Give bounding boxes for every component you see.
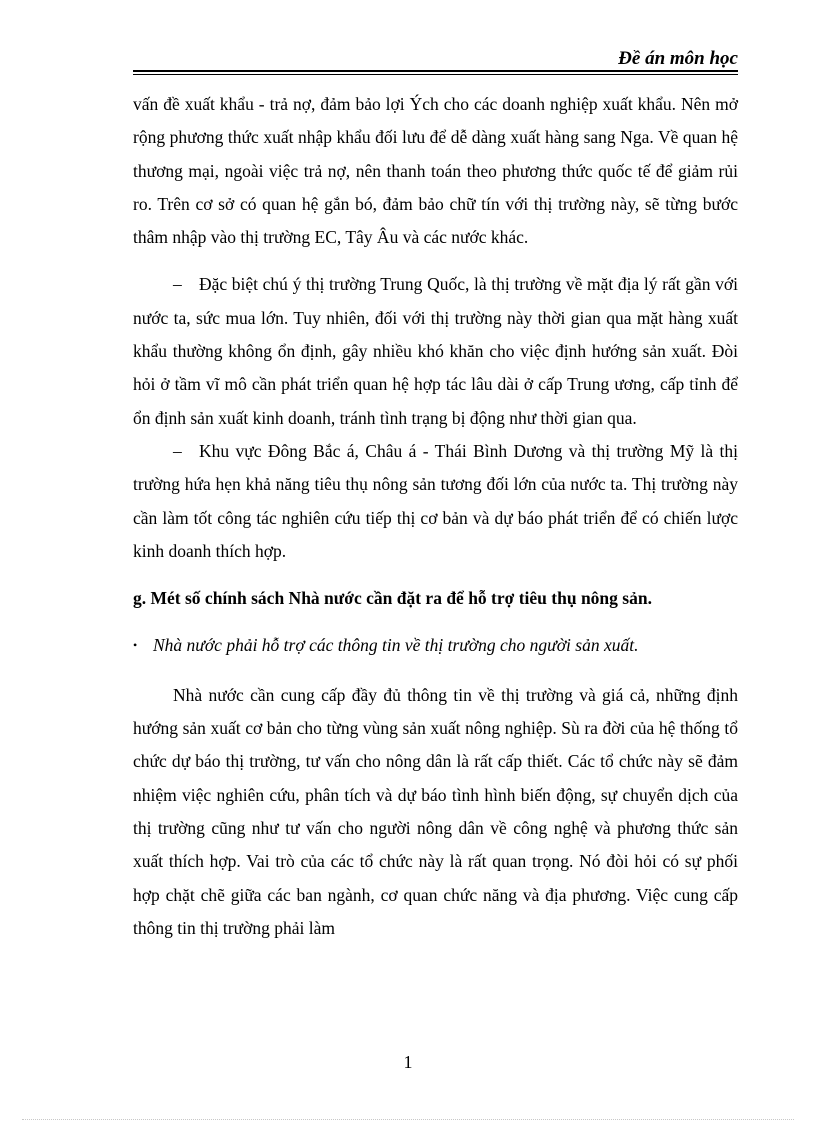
header-rule-thick: [133, 70, 738, 72]
paragraph: Nhà nước cần cung cấp đầy đủ thông tin về thị trường và giá cả, những định hướng sản xuất cơ bản cho từng vùng sản xuất nông nghiệp. Sù ra đời của hệ thống tổ chức dự báo thị trường, tư vấn cho nông dân là rất cấp thiết. Các tổ chức này sẽ đảm nhiệm việc nghiên cứu, phân tích và dự báo tình hình biến động, sự chuyển dịch của thị trường cũng như tư vấn cho người nông dân về công nghệ và phương thức sản xuất thích hợp. Vai trò của các tổ chức này là rất quan trọng. Nó đòi hỏi có sự phối hợp chặt chẽ giữa các ban ngành, cơ quan chức năng và địa phương. Việc cung cấp thông tin thị trường phải làm: [133, 684, 738, 938]
dash-item-text: Đặc biệt chú ý thị trường Trung Quốc, là thị trường về mặt địa lý rất gần với nước ta, sức mua lớn. Tuy nhiên, đối với thị trường này thời gian qua mặt hàng xuất khẩu thường không ổn định, gây nhiều khó khăn cho việc định hướng sản xuất. Đòi hỏi ở tầm vĩ mô cần phát triển quan hệ hợp tác lâu dài ở cấp Trung ương, cấp tỉnh để ổn định sản xuất kinh doanh, tránh tình trạng bị động như thời gian qua.: [133, 274, 738, 428]
document-body: [133, 88, 738, 945]
header-title: Đề án môn học: [618, 48, 738, 69]
dash-marker: –: [173, 274, 182, 295]
page-number: 1: [403, 1052, 413, 1072]
dash-list-item: [133, 435, 738, 568]
header-rule-thin: [133, 74, 738, 75]
dash-item-text: Khu vực Đông Bắc á, Châu á - Thái Bình Dương và thị trường Mỹ là thị trường hứa hẹn khả năng tiêu thụ nông sản tương đối lớn của nước ta. Thị trường này cần làm tốt công tác nghiên cứu tiếp thị cơ bản và dự báo phát triển để có chiến lược kinh doanh thích hợp.: [133, 440, 738, 561]
dash-marker: –: [173, 440, 182, 461]
bullet-dot-icon: •: [133, 638, 138, 653]
page-bottom-divider: [22, 1119, 794, 1120]
section-heading: g. Mét số chính sách Nhà nước cần đặt ra để hỗ trợ tiêu thụ nông sản.: [133, 588, 652, 609]
paragraph-continuation: vấn đề xuất khẩu - trả nợ, đảm bảo lợi Ých cho các doanh nghiệp xuất khẩu. Nên mở rộng phương thức xuất nhập khẩu đối lưu để dễ dàng xuất hàng sang Nga. Về quan hệ thương mại, ngoài việc trả nợ, nên thanh toán theo phương thức quốc tế để giảm rủi ro. Trên cơ sở có quan hệ gắn bó, đảm bảo chữ tín với thị trường này, sẽ từng bước thâm nhập vào thị trường EC, Tây Âu và các nước khác.: [133, 94, 738, 248]
dash-list-item: [133, 268, 738, 434]
bullet-item-text: Nhà nước phải hỗ trợ các thông tin về thị trường cho người sản xuất.: [153, 635, 639, 656]
bullet-item: [133, 629, 738, 664]
